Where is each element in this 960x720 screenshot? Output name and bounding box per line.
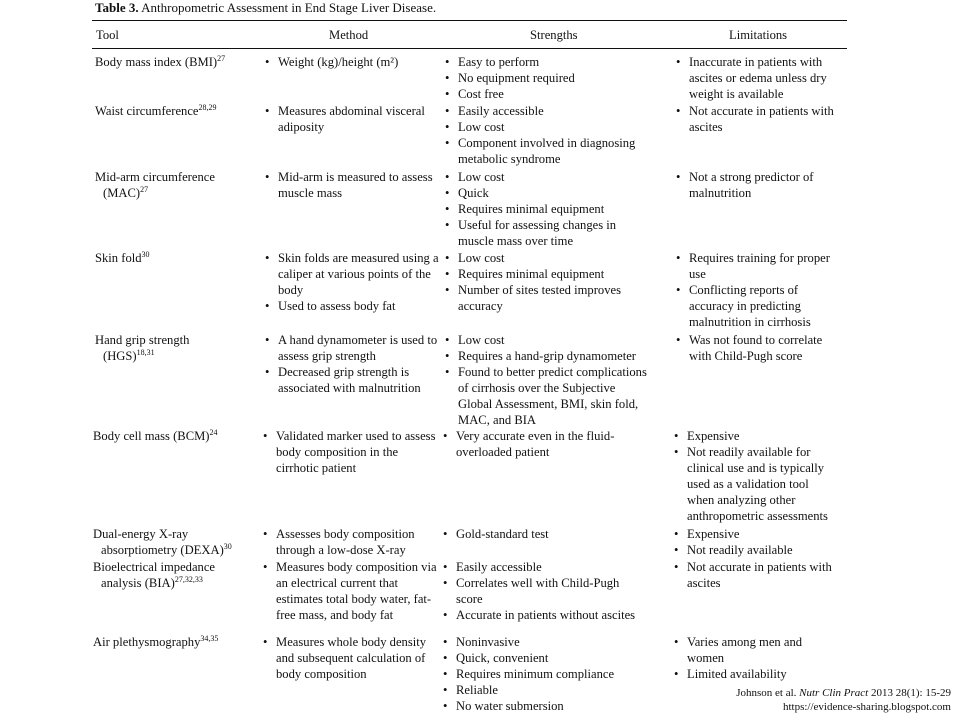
strengths-cell: [444, 250, 650, 314]
strengths-cell: [442, 634, 648, 714]
tool-cell: [93, 559, 215, 591]
tool-reference: 27,32,33: [174, 575, 203, 584]
limitations-item: • Expensive: [673, 526, 839, 542]
table-row: [0, 103, 960, 166]
limitations-item: • Not readily available: [673, 542, 839, 558]
limitations-cell: [673, 526, 839, 558]
table-row: [0, 559, 960, 622]
strengths-item: • No water submersion: [442, 698, 648, 714]
citation-url[interactable]: https://evidence-sharing.blogspot.com: [782, 701, 951, 713]
method-list: [262, 428, 438, 476]
table-row: [0, 169, 960, 248]
tool-reference: 34,35: [200, 634, 219, 643]
strengths-item: • Low cost: [444, 332, 650, 348]
limitations-item: • Limited availability: [673, 666, 839, 682]
method-list: [264, 250, 440, 314]
strengths-item: • Correlates well with Child-Pugh score: [442, 575, 648, 607]
strengths-item: • Component involved in diagnosing metabolic syndrome: [444, 135, 650, 167]
method-item: • A hand dynamometer is used to assess grip strength: [264, 332, 440, 364]
method-cell: [264, 103, 440, 135]
limitations-list: [675, 332, 841, 364]
citation-authors: Johnson et al.: [736, 687, 800, 699]
limitations-item: • Not accurate in patients with ascites: [673, 559, 839, 591]
tool-reference: 30: [223, 542, 232, 551]
method-item: • Measures whole body density and subsequent calculation of body composition: [262, 634, 438, 682]
strengths-item: • No equipment required: [444, 70, 650, 86]
limitations-cell: [675, 103, 841, 135]
method-cell: [264, 54, 440, 70]
limitations-cell: [673, 428, 839, 524]
method-list: [264, 54, 440, 70]
tool-cell: [93, 634, 218, 650]
strengths-list: [442, 428, 648, 460]
strengths-item: • Requires minimal equipment: [444, 266, 650, 282]
tool-cell: [93, 428, 218, 444]
method-item: • Measures body composition via an electrical current that estimates total body water, fat-free mass, and body fat: [262, 559, 438, 623]
limitations-item: • Not a strong predictor of malnutrition: [675, 169, 841, 201]
tool-line-2: [95, 348, 189, 364]
strengths-item: • Requires minimal equipment: [444, 201, 650, 217]
limitations-list: [675, 103, 841, 135]
strengths-item: • Low cost: [444, 169, 650, 185]
limitations-list: [675, 54, 841, 102]
table-row: [0, 526, 960, 557]
method-item: • Mid-arm is measured to assess muscle mass: [264, 169, 440, 201]
limitations-item: • Not accurate in patients with ascites: [675, 103, 841, 135]
tool-name: Waist circumference: [95, 104, 199, 118]
strengths-list: [442, 559, 648, 623]
tool-line-2: [93, 542, 232, 558]
tool-reference: 18,31: [136, 348, 155, 357]
strengths-item: • Accurate in patients without ascites: [442, 607, 648, 623]
tool-name: Dual-energy X-ray: [93, 527, 189, 541]
method-item: • Skin folds are measured using a caliper at various points of the body: [264, 250, 440, 298]
table-row: [0, 250, 960, 329]
tool-name-continued: analysis (BIA): [101, 576, 175, 590]
limitations-item: • Varies among men and women: [673, 634, 839, 666]
citation-reference: [736, 686, 951, 700]
limitations-item: • Was not found to correlate with Child-Pugh score: [675, 332, 841, 364]
tool-cell: [95, 169, 215, 201]
strengths-list: [444, 103, 650, 167]
table-row: [0, 332, 960, 427]
strengths-item: • Easily accessible: [442, 559, 648, 575]
strengths-item: • Gold-standard test: [442, 526, 648, 542]
method-cell: [264, 332, 440, 396]
strengths-item: • Reliable: [442, 682, 648, 698]
strengths-item: • Quick: [444, 185, 650, 201]
strengths-item: • Easily accessible: [444, 103, 650, 119]
tool-name: Body cell mass (BCM): [93, 429, 210, 443]
table-row: [0, 54, 960, 101]
limitations-list: [673, 428, 839, 524]
limitations-item: • Conflicting reports of accuracy in predicting malnutrition in cirrhosis: [675, 282, 841, 330]
limitations-list: [673, 526, 839, 558]
strengths-list: [444, 250, 650, 314]
strengths-item: • Noninvasive: [442, 634, 648, 650]
header-rule: [92, 48, 847, 49]
strengths-item: • Easy to perform: [444, 54, 650, 70]
limitations-cell: [675, 169, 841, 201]
tool-cell: [95, 54, 225, 70]
header-method: Method: [329, 28, 369, 42]
method-list: [262, 526, 438, 558]
citation-details: 2013 28(1): 15-29: [868, 687, 951, 699]
strengths-item: • Quick, convenient: [442, 650, 648, 666]
limitations-cell: [675, 54, 841, 102]
strengths-cell: [444, 169, 650, 249]
tool-name-continued: (MAC): [103, 186, 141, 200]
strengths-item: • Requires minimum compliance: [442, 666, 648, 682]
tool-cell: [95, 332, 189, 364]
limitations-item: • Not readily available for clinical use and is typically used as a validation tool when analyzing other anthropometric assessments: [673, 444, 839, 524]
tool-line-2: [93, 575, 215, 591]
method-cell: [264, 169, 440, 201]
tool-cell: [95, 103, 217, 119]
limitations-list: [675, 169, 841, 201]
strengths-cell: [442, 559, 648, 623]
limitations-list: [673, 559, 839, 591]
header-limitations: Limitations: [729, 28, 788, 42]
tool-name: Hand grip strength: [95, 333, 190, 347]
citation-journal: Nutr Clin Pract: [799, 687, 869, 699]
tool-reference: 27: [140, 185, 149, 194]
method-cell: [262, 526, 438, 558]
strengths-item: • Useful for assessing changes in muscle mass over time: [444, 217, 650, 249]
strengths-cell: [442, 526, 648, 542]
strengths-item: • Very accurate even in the fluid-overloaded patient: [442, 428, 648, 460]
strengths-item: • Low cost: [444, 119, 650, 135]
tool-name: Bioelectrical impedance: [93, 560, 216, 574]
limitations-list: [673, 634, 839, 682]
header-tool: Tool: [96, 28, 119, 42]
top-rule: [92, 20, 847, 21]
tool-reference: 28,29: [198, 103, 217, 112]
citation: [736, 686, 951, 714]
strengths-list: [442, 526, 648, 542]
limitations-cell: [673, 559, 839, 591]
tool-name: Air plethysmography: [93, 635, 201, 649]
table-row: [0, 428, 960, 523]
method-item: • Assesses body composition through a low-dose X-ray: [262, 526, 438, 558]
limitations-item: • Requires training for proper use: [675, 250, 841, 282]
method-cell: [262, 428, 438, 476]
limitations-item: • Expensive: [673, 428, 839, 444]
tool-name: Skin fold: [95, 251, 142, 265]
strengths-item: • Found to better predict complications of cirrhosis over the Subjective Global Assessment, BMI, skin fold, MAC, and BIA: [444, 364, 650, 428]
strengths-cell: [442, 428, 648, 460]
strengths-list: [444, 169, 650, 249]
tool-name-continued: absorptiometry (DEXA): [101, 543, 224, 557]
header-strengths: Strengths: [530, 28, 578, 42]
tool-reference: 27: [217, 54, 226, 63]
method-list: [264, 103, 440, 135]
tool-cell: [95, 250, 150, 266]
tool-cell: [93, 526, 232, 558]
method-item: • Validated marker used to assess body composition in the cirrhotic patient: [262, 428, 438, 476]
method-cell: [262, 559, 438, 623]
tool-line-2: [95, 185, 215, 201]
method-cell: [262, 634, 438, 682]
strengths-list: [444, 332, 650, 428]
strengths-list: [442, 634, 648, 714]
strengths-item: • Cost free: [444, 86, 650, 102]
limitations-cell: [675, 250, 841, 330]
strengths-item: • Requires a hand-grip dynamometer: [444, 348, 650, 364]
tool-name-continued: (HGS): [103, 349, 137, 363]
method-list: [262, 559, 438, 623]
strengths-list: [444, 54, 650, 102]
method-cell: [264, 250, 440, 314]
tool-reference: 24: [209, 428, 218, 437]
method-list: [264, 169, 440, 201]
table-label: Table 3.: [95, 0, 139, 15]
strengths-cell: [444, 332, 650, 428]
strengths-item: • Low cost: [444, 250, 650, 266]
method-item: • Measures abdominal visceral adiposity: [264, 103, 440, 135]
method-item: • Used to assess body fat: [264, 298, 440, 314]
limitations-cell: [673, 634, 839, 682]
tool-name: Mid-arm circumference: [95, 170, 215, 184]
table-title-text: Anthropometric Assessment in End Stage Liver Disease.: [138, 0, 437, 15]
strengths-cell: [444, 54, 650, 102]
method-list: [264, 332, 440, 396]
limitations-list: [675, 250, 841, 330]
tool-reference: 30: [141, 250, 150, 259]
method-item: • Weight (kg)/height (m²): [264, 54, 440, 70]
tool-name: Body mass index (BMI): [95, 55, 218, 69]
method-list: [262, 634, 438, 682]
method-item: • Decreased grip strength is associated with malnutrition: [264, 364, 440, 396]
strengths-cell: [444, 103, 650, 167]
table-title: [95, 0, 436, 16]
limitations-item: • Inaccurate in patients with ascites or edema unless dry weight is available: [675, 54, 841, 102]
strengths-item: • Number of sites tested improves accuracy: [444, 282, 650, 314]
limitations-cell: [675, 332, 841, 364]
